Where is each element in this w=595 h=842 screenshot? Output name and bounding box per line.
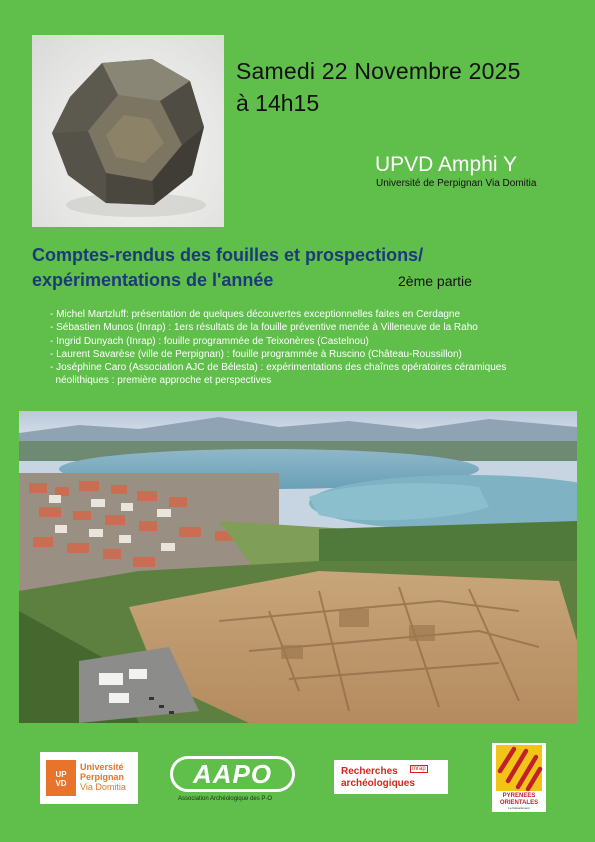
- upvd-logo: [40, 752, 138, 804]
- po-wordmark: [495, 793, 543, 807]
- upvd-line-2: Perpignan: [80, 772, 125, 782]
- po-line-3: Le Département: [508, 806, 530, 810]
- speaker-item: - Sébastien Munos (Inrap) : 1ers résultats de la fouille préventive menée à Villeneuve de la Raho: [50, 322, 478, 334]
- speaker-list: [50, 308, 575, 388]
- upvd-wordmark: [80, 762, 126, 792]
- upvd-line-1: Université: [80, 762, 124, 772]
- venue-institution: Université de Perpignan Via Domitia: [376, 178, 537, 189]
- event-time: à 14h15: [236, 90, 320, 116]
- speaker-item: - Ingrid Dunyach (Inrap) : fouille programmée de Teixonères (Castelnou): [50, 335, 369, 347]
- title-line-2: expérimentations de l'année: [32, 270, 274, 290]
- recherches-archeologiques-logo: [334, 760, 448, 794]
- po-line-2: ORIENTALES: [499, 800, 539, 806]
- speaker-item: - Joséphine Caro (Association AJC de Bélesta) : expérimentations des chaînes opératoires céramiques: [50, 362, 507, 374]
- title-part: 2ème partie: [398, 273, 472, 289]
- upvd-badge-line-2: VD: [55, 779, 67, 788]
- pyrenees-orientales-logo: [492, 743, 546, 812]
- event-date: Samedi 22 Novembre 2025: [236, 58, 521, 84]
- upvd-line-3: Via Domitia: [80, 782, 126, 792]
- inrap-mark: Inrap: [412, 766, 426, 772]
- rech-line-1: Recherches: [341, 766, 398, 777]
- aapo-logo: [170, 756, 295, 806]
- event-venue: UPVD Amphi Y: [375, 153, 518, 176]
- speaker-item-continued: néolithiques : première approche et perspectives: [50, 375, 272, 387]
- title-line-1: Comptes-rendus des fouilles et prospections/: [32, 245, 424, 265]
- catalan-flag-icon: [492, 743, 546, 793]
- upvd-badge-line-1: UP: [55, 770, 67, 779]
- aapo-wordmark: AAPO: [170, 756, 295, 792]
- upvd-badge: [46, 760, 76, 796]
- speaker-item: - Laurent Savarèse (ville de Perpignan) : fouille programmée à Ruscino (Château-Roussillon): [50, 348, 462, 360]
- stone-tool-photo: [32, 35, 224, 227]
- po-line-1: PYRENEES: [502, 793, 536, 799]
- aapo-subtitle: Association Archéologique des P-O: [178, 796, 273, 802]
- rech-line-2: archéologiques: [341, 778, 415, 789]
- aerial-excavation-photo: [19, 411, 577, 723]
- speaker-item: - Michel Martzluff: présentation de quelques découvertes exceptionnelles faites en Cerdagne: [50, 309, 461, 320]
